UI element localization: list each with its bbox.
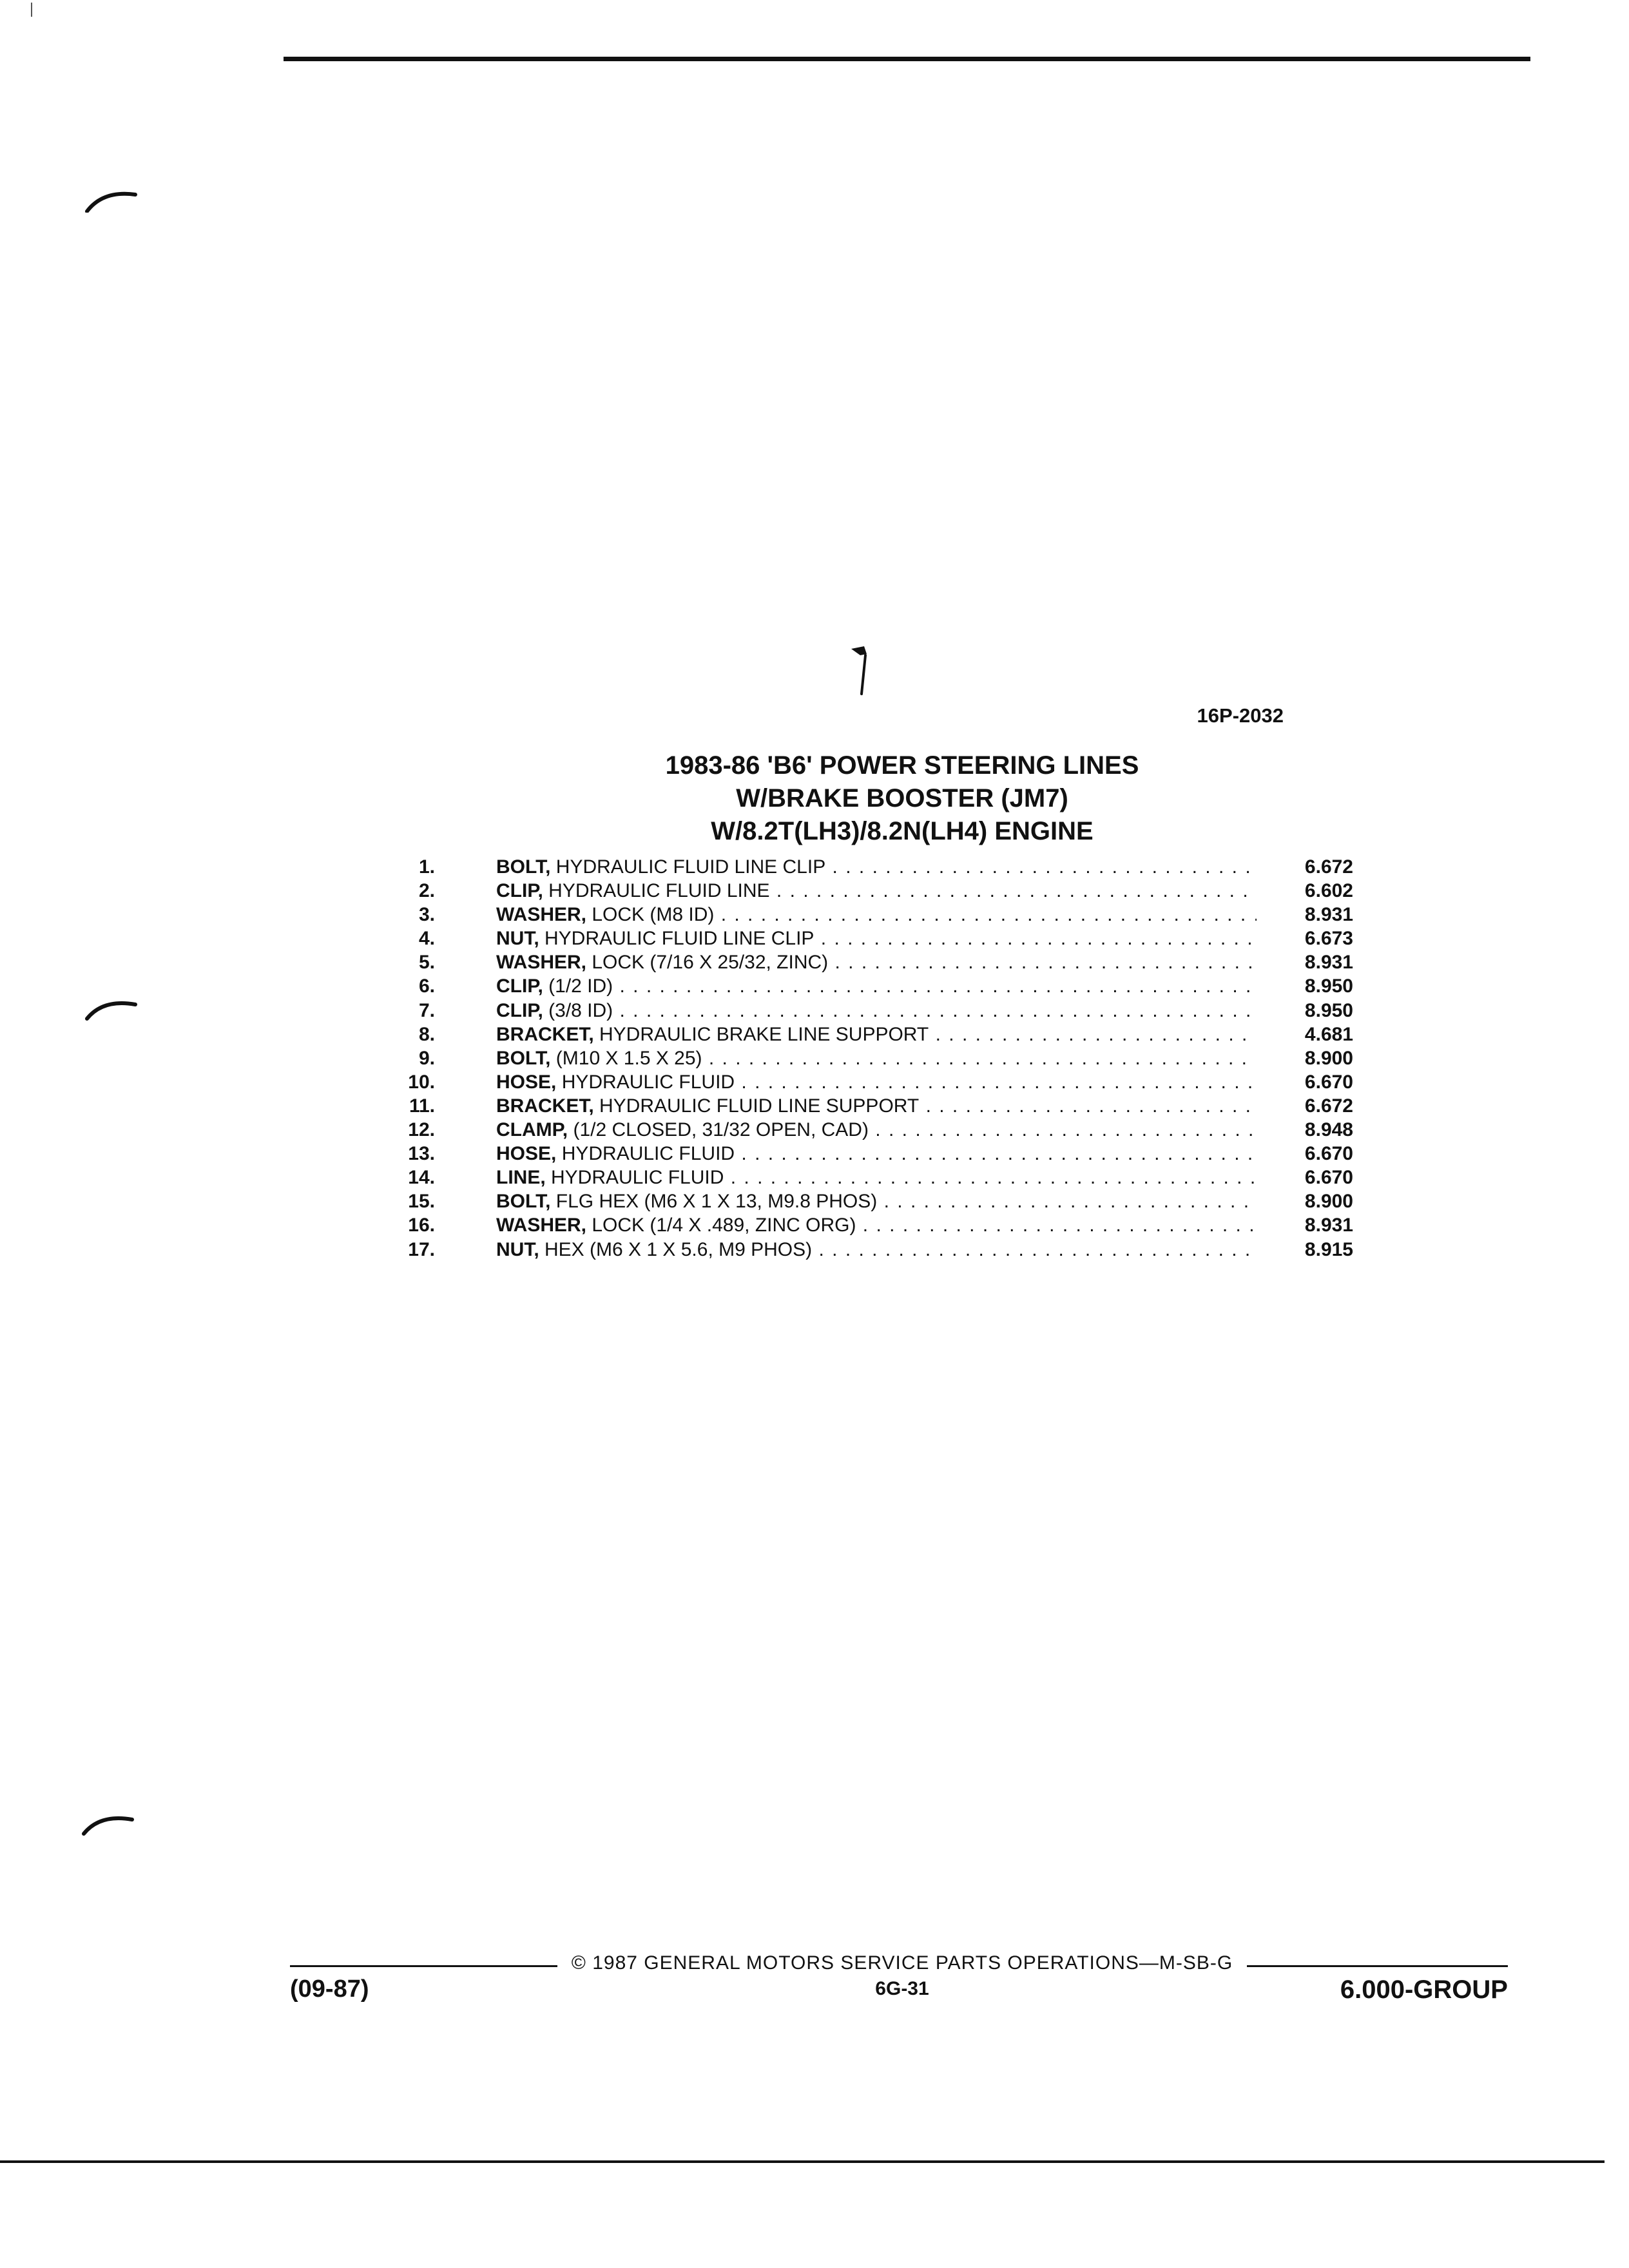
part-detail: (1/2 ID) [543, 975, 613, 997]
part-number: 2. [418, 880, 435, 902]
part-group-code: 6.670 [1304, 1167, 1353, 1189]
part-name: CLAMP, [496, 1119, 568, 1141]
part-name: WASHER, [496, 904, 587, 926]
part-name: CLIP, [496, 975, 543, 997]
title-line: W/BRAKE BOOSTER (JM7) [736, 784, 1068, 812]
part-detail: HYDRAULIC FLUID [556, 1143, 735, 1165]
part-description [496, 927, 1257, 950]
part-number: 15. [408, 1191, 435, 1213]
part-description [496, 1189, 1257, 1213]
part-number: 6. [418, 975, 435, 997]
page-title [516, 749, 1289, 848]
part-description [496, 879, 1257, 903]
part-description [496, 999, 1257, 1023]
part-number: 7. [418, 999, 435, 1021]
part-description [496, 950, 1257, 974]
parts-list-row [387, 1166, 1392, 1189]
part-group-code: 6.672 [1304, 1095, 1353, 1117]
parts-list-row [387, 999, 1392, 1023]
part-name: NUT, [496, 1238, 539, 1260]
parts-list-row [387, 1213, 1392, 1237]
copyright-notice: © 1987 GENERAL MOTORS SERVICE PARTS OPERATIONS—M-SB-G [571, 1952, 1233, 1974]
part-group-code: 8.950 [1304, 999, 1353, 1021]
part-group-code: 8.900 [1304, 1047, 1353, 1069]
part-group-code: 8.931 [1304, 904, 1353, 926]
parts-list-row [387, 1023, 1392, 1046]
parts-list-row [387, 950, 1392, 974]
part-group-code: 8.915 [1304, 1238, 1353, 1260]
part-name: BOLT, [496, 856, 551, 878]
title-line: W/8.2T(LH3)/8.2N(LH4) ENGINE [711, 817, 1094, 845]
part-detail: (1/2 CLOSED, 31/32 OPEN, CAD) [568, 1119, 869, 1141]
part-name: LINE, [496, 1167, 546, 1189]
date-code: (09-87) [290, 1975, 369, 2003]
part-description [496, 1070, 1257, 1094]
part-name: BOLT, [496, 1191, 551, 1213]
part-group-code: 4.681 [1304, 1023, 1353, 1045]
margin-tick-mark [31, 3, 32, 17]
part-number: 16. [408, 1215, 435, 1236]
part-number: 9. [418, 1047, 435, 1069]
top-rule [284, 57, 1530, 61]
bottom-rule [0, 2160, 1605, 2163]
part-name: NUT, [496, 928, 539, 950]
part-name: WASHER, [496, 952, 587, 974]
title-line: 1983-86 'B6' POWER STEERING LINES [665, 751, 1139, 780]
part-name: HOSE, [496, 1071, 557, 1093]
part-number: 17. [408, 1238, 435, 1260]
part-number: 14. [408, 1167, 435, 1189]
part-description [496, 1046, 1257, 1070]
group-label: 6.000-GROUP [1340, 1975, 1508, 2004]
parts-list-row [387, 1046, 1392, 1070]
part-name: CLIP, [496, 880, 543, 902]
part-detail: (M10 X 1.5 X 25) [550, 1047, 702, 1069]
part-description [496, 1023, 1257, 1046]
part-name: WASHER, [496, 1215, 587, 1236]
part-number: 10. [408, 1071, 435, 1093]
part-detail: HYDRAULIC FLUID LINE SUPPORT [593, 1095, 920, 1117]
part-detail: LOCK (M8 ID) [586, 904, 715, 926]
part-number: 12. [408, 1119, 435, 1141]
part-number: 3. [418, 904, 435, 926]
parts-list-row [387, 879, 1392, 903]
part-description [496, 1213, 1257, 1237]
part-name: CLIP, [496, 999, 543, 1021]
parts-list-row [387, 1238, 1392, 1262]
part-group-code: 8.950 [1304, 975, 1353, 997]
parts-list-row [387, 1118, 1392, 1142]
parts-list-row [387, 1189, 1392, 1213]
part-group-code: 6.602 [1304, 880, 1353, 902]
part-name: HOSE, [496, 1143, 557, 1165]
part-description [496, 903, 1257, 927]
part-detail: HYDRAULIC FLUID [556, 1071, 735, 1093]
part-number: 8. [418, 1023, 435, 1045]
footer-rule-left [290, 1965, 557, 1967]
punch-hole-mark-middle [84, 995, 142, 1021]
part-detail: HYDRAULIC FLUID LINE [543, 880, 770, 902]
part-number: 1. [418, 856, 435, 878]
part-group-code: 6.670 [1304, 1071, 1353, 1093]
part-group-code: 6.673 [1304, 928, 1353, 950]
part-detail: FLG HEX (M6 X 1 X 13, M9.8 PHOS) [550, 1191, 878, 1213]
parts-list-row [387, 974, 1392, 998]
part-description [496, 1238, 1257, 1262]
parts-list-row [387, 1070, 1392, 1094]
parts-list-row [387, 927, 1392, 950]
pen-mark [847, 641, 873, 699]
part-detail: (3/8 ID) [543, 999, 613, 1021]
footer-rule-right [1247, 1965, 1508, 1967]
part-detail: HYDRAULIC FLUID [545, 1167, 724, 1189]
part-number: 13. [408, 1143, 435, 1165]
part-group-code: 8.948 [1304, 1119, 1353, 1141]
part-description [496, 1142, 1257, 1166]
part-number: 11. [409, 1095, 435, 1117]
part-group-code: 6.670 [1304, 1143, 1353, 1165]
part-description [496, 1118, 1257, 1142]
part-group-code: 6.672 [1304, 856, 1353, 878]
part-description [496, 1094, 1257, 1118]
parts-list-row [387, 1094, 1392, 1118]
parts-list-row [387, 903, 1392, 927]
part-detail: HYDRAULIC FLUID LINE CLIP [550, 856, 826, 878]
parts-list [387, 855, 1392, 1262]
part-description [496, 1166, 1257, 1189]
part-group-code: 8.900 [1304, 1191, 1353, 1213]
part-number: 4. [418, 928, 435, 950]
part-detail: HEX (M6 X 1 X 5.6, M9 PHOS) [539, 1238, 813, 1260]
part-group-code: 8.931 [1304, 952, 1353, 974]
parts-list-row [387, 1142, 1392, 1166]
page-reference: 6G-31 [875, 1978, 929, 1999]
part-name: BRACKET, [496, 1023, 594, 1045]
part-description [496, 855, 1257, 879]
part-number: 5. [418, 952, 435, 974]
part-detail: HYDRAULIC FLUID LINE CLIP [539, 928, 815, 950]
part-detail: LOCK (1/4 X .489, ZINC ORG) [586, 1215, 856, 1236]
punch-hole-mark-top [84, 187, 142, 213]
part-name: BRACKET, [496, 1095, 594, 1117]
part-name: BOLT, [496, 1047, 551, 1069]
part-group-code: 8.931 [1304, 1215, 1353, 1236]
part-detail: HYDRAULIC BRAKE LINE SUPPORT [593, 1023, 929, 1045]
part-detail: LOCK (7/16 X 25/32, ZINC) [586, 952, 829, 974]
part-description [496, 974, 1257, 998]
parts-list-row [387, 855, 1392, 879]
punch-hole-mark-bottom [81, 1811, 139, 1836]
figure-number: 16P-2032 [1197, 704, 1284, 727]
